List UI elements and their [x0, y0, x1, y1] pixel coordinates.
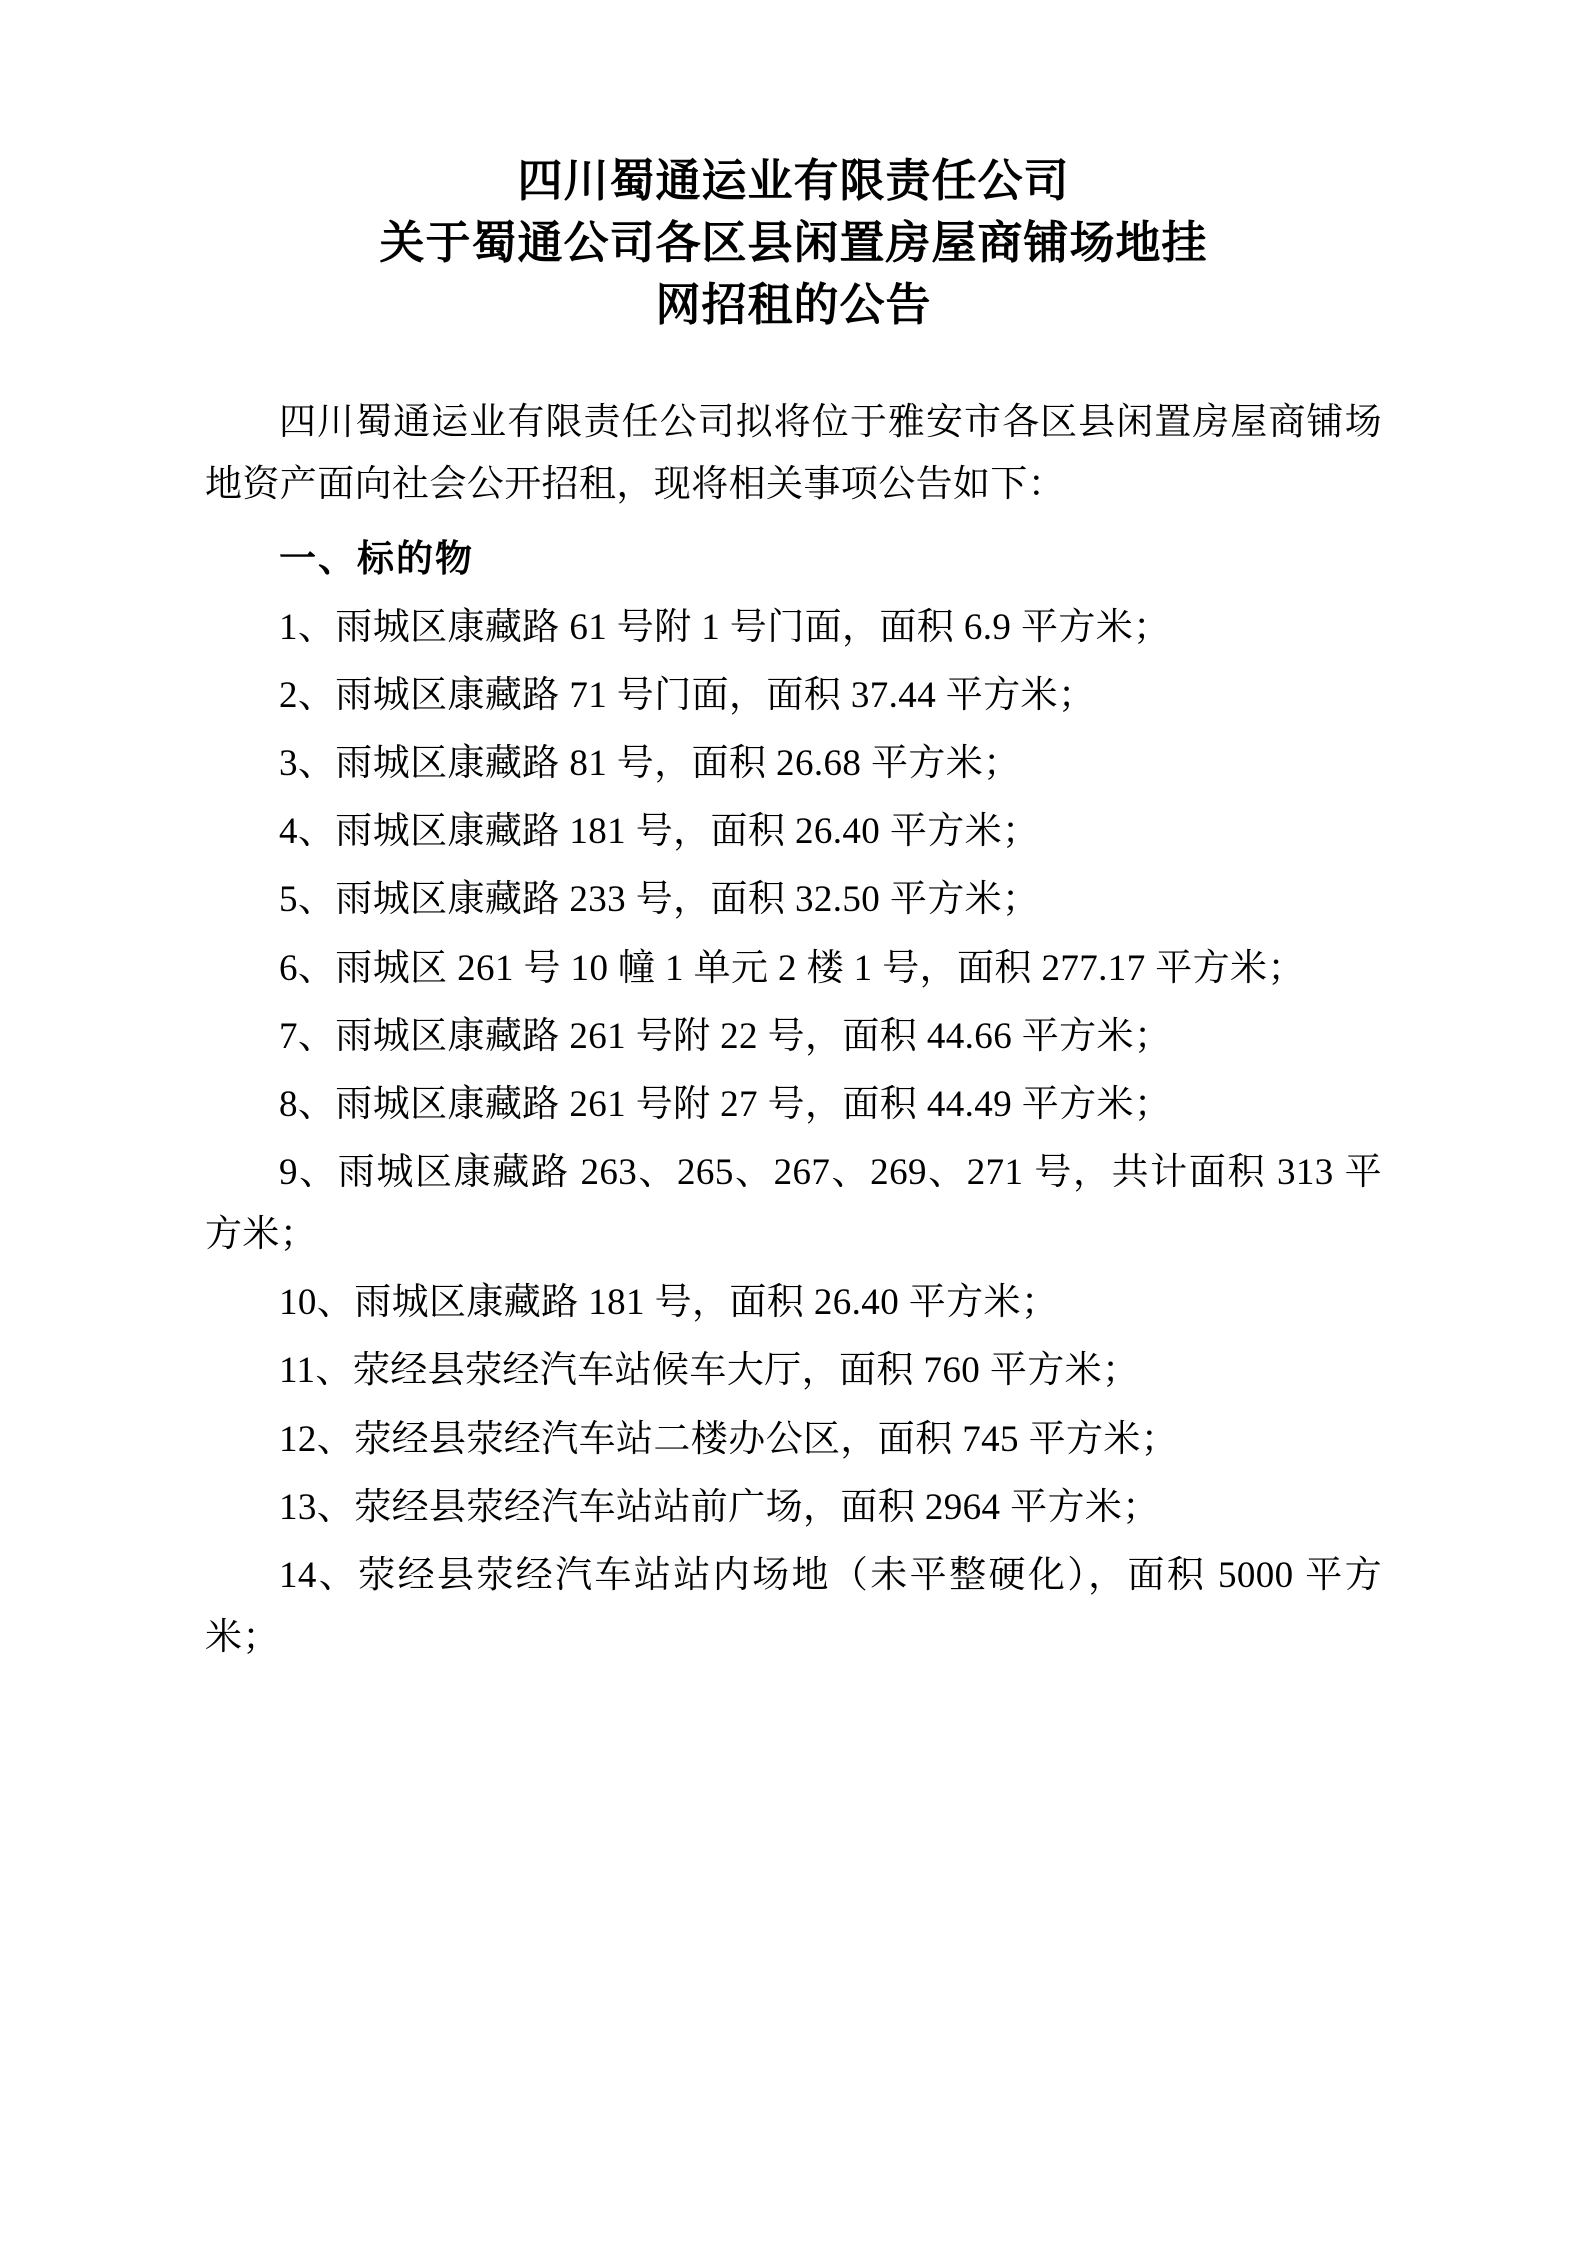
title-line-3: 网招租的公告	[655, 280, 932, 331]
page-title	[205, 150, 1382, 336]
list-item: 1、雨城区康藏路 61 号附 1 号门面，面积 6.9 平方米；	[279, 606, 1171, 648]
title-line-2: 关于蜀通公司各区县闲置房屋商铺场地挂	[379, 218, 1208, 269]
title-line-1: 四川蜀通运业有限责任公司	[517, 156, 1070, 206]
list-item: 7、雨城区康藏路 261 号附 22 号，面积 44.66 平方米；	[279, 1015, 1172, 1057]
list-item: 14、荥经县荥经汽车站站内场地（未平整硬化），面积 5000 平方米；	[205, 1554, 1382, 1659]
document-body	[205, 392, 1382, 1669]
list-item: 4、雨城区康藏路 181 号，面积 26.40 平方米；	[279, 811, 1040, 853]
list-item: 2、雨城区康藏路 71 号门面，面积 37.44 平方米；	[279, 674, 1096, 716]
list-item: 5、雨城区康藏路 233 号，面积 32.50 平方米；	[279, 879, 1040, 921]
list-item: 11、荥经县荥经汽车站候车大厅，面积 760 平方米；	[279, 1350, 1140, 1392]
list-item: 6、雨城区 261 号 10 幢 1 单元 2 楼 1 号，面积 277.17 平方米；	[279, 947, 1305, 989]
list-item: 10、雨城区康藏路 181 号，面积 26.40 平方米；	[279, 1282, 1059, 1324]
list-item: 13、荥经县荥经汽车站站前广场，面积 2964 平方米；	[279, 1486, 1160, 1528]
section-heading-subject: 一、标的物	[279, 538, 474, 580]
list-item: 3、雨城区康藏路 81 号，面积 26.68 平方米；	[279, 743, 1021, 785]
list-item: 9、雨城区康藏路 263、265、267、269、271 号，共计面积 313 平方米；	[205, 1152, 1382, 1256]
list-item: 8、雨城区康藏路 261 号附 27 号，面积 44.49 平方米；	[279, 1083, 1172, 1125]
intro-paragraph: 四川蜀通运业有限责任公司拟将位于雅安市各区县闲置房屋商铺场地资产面向社会公开招租，现将相关事项公告如下：	[205, 402, 1382, 506]
list-item: 12、荥经县荥经汽车站二楼办公区，面积 745 平方米；	[279, 1418, 1179, 1460]
